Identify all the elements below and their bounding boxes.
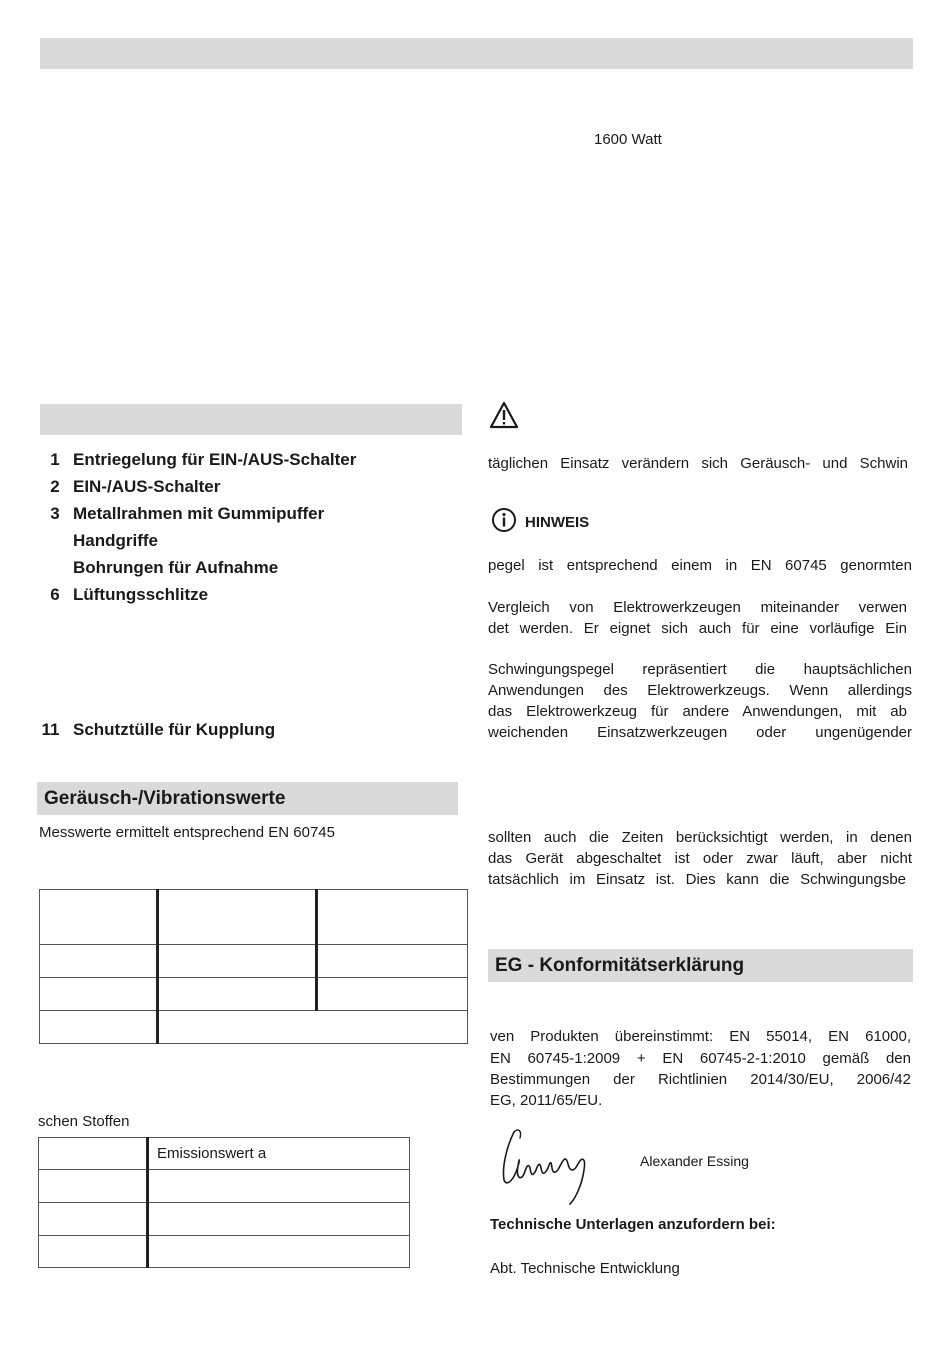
power-value: 1600 Watt bbox=[594, 131, 662, 148]
table-cell bbox=[40, 1011, 158, 1044]
section-title-conformity: EG - Konformitätserklärung bbox=[488, 949, 913, 982]
text-line: Vergleich von Elektrowerkzeugen miteinander verwen bbox=[488, 599, 907, 616]
list-item: 1 Entriegelung für EIN-/AUS-Schalter bbox=[50, 450, 357, 469]
table-cell bbox=[158, 978, 317, 1011]
table-cell bbox=[148, 1170, 410, 1203]
emission-table bbox=[38, 1137, 410, 1268]
table-cell bbox=[39, 1236, 148, 1268]
text-line: Schwingungspegel repräsentiert die hauptsächlichen bbox=[488, 661, 912, 678]
table-cell bbox=[158, 890, 317, 945]
text-line: Anwendungen des Elektrowerkzeugs. Wenn allerdings bbox=[488, 682, 912, 699]
table-cell bbox=[40, 978, 158, 1011]
text-line: das Elektrowerkzeug für andere Anwendungen, mit ab bbox=[488, 703, 907, 720]
list-item: Bohrungen für Aufnahme bbox=[73, 558, 279, 577]
signature-image bbox=[496, 1122, 592, 1206]
table-cell bbox=[40, 945, 158, 978]
text-line: det werden. Er eignet sich auch für eine vorläufige Ein bbox=[488, 620, 907, 637]
noise-subtitle: Messwerte ermittelt entsprechend EN 60745 bbox=[39, 824, 335, 841]
text-line: sollten auch die Zeiten berücksichtigt werden, in denen bbox=[488, 829, 912, 846]
text-line: Bestimmungen der Richtlinien 2014/30/EU, 2006/42 bbox=[490, 1071, 911, 1088]
table-cell bbox=[39, 1138, 148, 1170]
hinweis-label: HINWEIS bbox=[525, 514, 590, 531]
table-cell bbox=[317, 945, 468, 978]
table-cell bbox=[317, 890, 468, 945]
warning-triangle-icon bbox=[489, 401, 519, 429]
table-cell bbox=[39, 1203, 148, 1236]
list-item: Handgriffe bbox=[73, 531, 158, 550]
text-line: das Gerät abgeschaltet ist oder zwar läuft, aber nicht bbox=[488, 850, 912, 867]
list-item: 6 Lüftungsschlitze bbox=[50, 585, 209, 604]
text-line: weichenden Einsatzwerkzeugen oder ungenügender bbox=[488, 724, 912, 741]
table-cell bbox=[39, 1170, 148, 1203]
text-line: täglichen Einsatz verändern sich Geräusch- und Schwin bbox=[488, 455, 908, 472]
department: Abt. Technische Entwicklung bbox=[490, 1260, 680, 1277]
table-cell bbox=[158, 945, 317, 978]
table-cell bbox=[40, 890, 158, 945]
text-line: pegel ist entsprechend einem in EN 60745 genormten bbox=[488, 557, 912, 574]
table-cell bbox=[317, 978, 468, 1011]
header-band bbox=[40, 38, 913, 69]
list-item: 3 Metallrahmen mit Gummipuffer bbox=[50, 504, 325, 523]
text-line: ven Produkten übereinstimmt: EN 55014, EN 61000, bbox=[490, 1028, 911, 1045]
table-cell bbox=[148, 1236, 410, 1268]
parts-header-band bbox=[40, 404, 462, 435]
text-line: EN 60745-1:2009 + EN 60745-2-1:2010 gemäß den bbox=[490, 1050, 911, 1067]
text-line: tatsächlich im Einsatz ist. Dies kann die Schwingungsbe bbox=[488, 871, 906, 888]
list-item: 11 Schutztülle für Kupplung bbox=[41, 720, 276, 739]
docs-label: Technische Unterlagen anzufordern bei: bbox=[490, 1216, 776, 1233]
list-item: 2 EIN-/AUS-Schalter bbox=[50, 477, 221, 496]
emission-label: schen Stoffen bbox=[38, 1113, 130, 1130]
table-cell bbox=[158, 1011, 468, 1044]
table-cell bbox=[148, 1203, 410, 1236]
noise-table bbox=[39, 889, 468, 1044]
section-title-noise: Geräusch-/Vibrationswerte bbox=[37, 782, 458, 815]
table-header-cell: Emissionswert a bbox=[148, 1138, 410, 1170]
text-line: EG, 2011/65/EU. bbox=[490, 1092, 603, 1109]
signer-name: Alexander Essing bbox=[640, 1153, 749, 1169]
info-circle-icon bbox=[491, 507, 517, 533]
